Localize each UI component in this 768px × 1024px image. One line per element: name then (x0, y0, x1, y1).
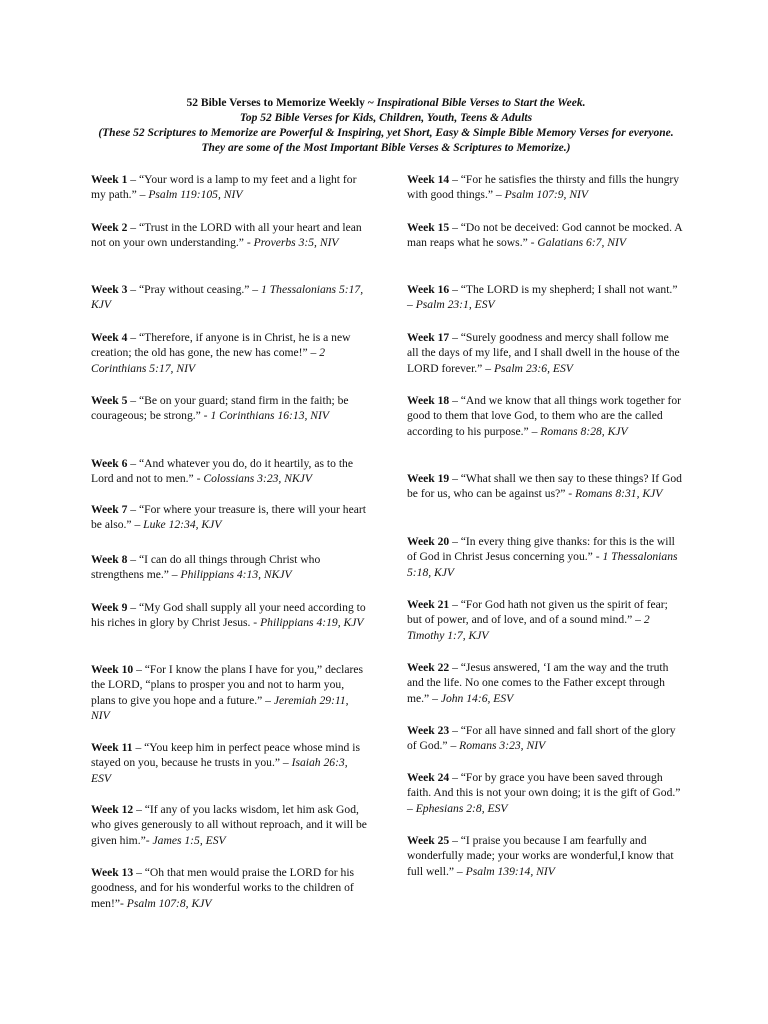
verse-entry (407, 534, 683, 580)
week-label: Week 12 (91, 803, 134, 816)
verse-entry (407, 220, 683, 251)
week-label: Week 7 (91, 503, 128, 516)
verse-entry (91, 220, 367, 251)
separator: – (449, 283, 461, 296)
week-label: Week 9 (91, 601, 128, 614)
verse-text: “My God shall supply all your need according to his riches in glory by Christ Jesus. - (91, 601, 366, 630)
verse-text: “Therefore, if anyone is in Christ, he is a new creation; the old has gone, the new has come!” – (91, 331, 351, 360)
verse-text: “If any of you lacks wisdom, let him ask God, who gives generously to all without reproach, and it will be given him.”- (91, 803, 367, 847)
verse-text: “Do not be deceived: God cannot be mocked. A man reaps what he sows.” - (407, 221, 682, 250)
separator: – (127, 394, 139, 407)
separator: – (449, 661, 461, 674)
verse-entry (91, 330, 367, 376)
verse-text: “I can do all things through Christ who strengthens me.” – (91, 553, 321, 582)
verse-text: “For I know the plans I have for you,” declares the LORD, “plans to prosper you and not to harm you, plans to give you hope and a future.” – (91, 663, 364, 707)
separator: – (127, 283, 139, 296)
week-label: Week 10 (91, 663, 134, 676)
verse-entry (91, 600, 367, 631)
week-label: Week 14 (407, 173, 450, 186)
verse-entry (407, 282, 683, 313)
verse-text: “Oh that men would praise the LORD for his goodness, and for his wonderful works to the children of men!”- (91, 866, 355, 910)
week-label: Week 23 (407, 724, 450, 737)
week-label: Week 15 (407, 221, 450, 234)
header-title-italic: Inspirational Bible Verses to Start the Week. (376, 97, 586, 109)
separator: – (127, 601, 139, 614)
verse-entry (407, 833, 683, 879)
week-label: Week 2 (91, 221, 128, 234)
week-label: Week 16 (407, 283, 450, 296)
separator: – (127, 553, 139, 566)
verse-entry (91, 282, 367, 313)
verse-text: “You keep him in perfect peace whose mind is stayed on you, because he trusts in you.” – (91, 741, 360, 770)
verse-reference: 1 Corinthians 16:13, NIV (210, 409, 329, 423)
verse-text: “I praise you because I am fearfully and wonderfully made; your works are wonderful,I know that full well.” – (407, 834, 674, 878)
verse-entry (407, 770, 683, 816)
verse-text: “Surely goodness and mercy shall follow me all the days of my life, and I shall dwell in the house of the LORD forever.” – (407, 331, 680, 375)
verse-text: “Jesus answered, ‘I am the way and the truth and the life. No one comes to the Father except through me.” – (407, 661, 669, 705)
verse-text: “The LORD is my shepherd; I shall not want.” – (407, 283, 678, 312)
verse-text: “Be on your guard; stand firm in the faith; be courageous; be strong.” - (91, 394, 349, 423)
separator: – (449, 394, 461, 407)
verse-reference: 2 Timothy 1:7, KJV (407, 613, 650, 642)
verse-entry (407, 723, 683, 754)
verse-entry (91, 552, 367, 583)
separator: – (449, 771, 461, 784)
separator: – (449, 173, 461, 186)
verse-reference: Ephesians 2:8, ESV (415, 801, 508, 815)
verse-reference: James 1:5, ESV (152, 833, 226, 847)
week-label: Week 4 (91, 331, 128, 344)
week-label: Week 5 (91, 394, 128, 407)
verse-reference: Colossians 3:23, NKJV (203, 472, 312, 486)
separator: – (127, 221, 139, 234)
week-label: Week 3 (91, 283, 128, 296)
verse-entry (91, 662, 367, 724)
header-description: (These 52 Scriptures to Memorize are Powerful & Inspiring, yet Short, Easy & Simple Bible Memory Verses for everyone. They are some of the Most Important Bible Verses & Scriptures to Memorize.) (98, 127, 674, 154)
verse-entry (91, 740, 367, 786)
separator: – (133, 803, 145, 816)
separator: – (127, 503, 139, 516)
separator: – (133, 663, 145, 676)
week-label: Week 6 (91, 457, 128, 470)
separator: – (449, 724, 461, 737)
week-label: Week 13 (91, 866, 134, 879)
verse-text: “For where your treasure is, there will your heart be also.” – (91, 503, 366, 532)
week-label: Week 25 (407, 834, 450, 847)
document-header (86, 96, 686, 156)
separator: – (449, 221, 461, 234)
week-label: Week 24 (407, 771, 450, 784)
verse-reference: 1 Thessalonians 5:18, KJV (407, 550, 678, 579)
verse-reference: Philippians 4:13, NKJV (180, 568, 292, 582)
separator: – (127, 331, 139, 344)
verse-reference: Isaiah 26:3, ESV (91, 756, 348, 785)
verse-entry (91, 502, 367, 533)
verse-reference: 1 Thessalonians 5:17, KJV (91, 283, 364, 312)
verse-text: “For by grace you have been saved through faith. And this is not your own doing; it is the gift of God.” – (407, 771, 681, 815)
separator: – (449, 472, 461, 485)
verse-entry (91, 802, 367, 848)
verse-text: “Pray without ceasing.” – (138, 283, 262, 296)
verse-text: “For all have sinned and fall short of the glory of God.” – (407, 724, 676, 753)
header-title-plain: 52 Bible Verses to Memorize Weekly ~ (186, 97, 377, 109)
week-label: Week 18 (407, 394, 450, 407)
verse-entry (91, 172, 367, 203)
verse-text: “And we know that all things work together for good to them that love God, to them who are the called according to his purpose.” – (407, 394, 682, 438)
separator: – (132, 741, 145, 754)
separator: – (127, 457, 139, 470)
verse-entry (91, 865, 367, 911)
verse-entry (91, 393, 367, 424)
week-label: Week 11 (91, 741, 133, 754)
verse-entry (407, 172, 683, 203)
verse-text: “Trust in the LORD with all your heart and lean not on your own understanding.” - (91, 221, 362, 250)
separator: – (449, 834, 461, 847)
verse-reference: Psalm 119:105, NIV (148, 188, 243, 202)
separator: – (449, 535, 461, 548)
verse-reference: John 14:6, ESV (440, 691, 514, 705)
week-label: Week 8 (91, 553, 128, 566)
verse-entry (407, 597, 683, 643)
verse-reference: Romans 8:31, KJV (575, 487, 663, 501)
verse-entry (407, 393, 683, 439)
verse-text: “What shall we then say to these things? If God be for us, who can be against us?” - (407, 472, 682, 501)
verse-reference: Jeremiah 29:11, NIV (91, 693, 349, 723)
verse-reference: Psalm 23:1, ESV (415, 298, 495, 312)
week-label: Week 1 (91, 173, 128, 186)
week-label: Week 21 (407, 598, 450, 611)
verse-text: “And whatever you do, do it heartily, as to the Lord and not to men.” - (91, 457, 353, 486)
verse-reference: Proverbs 3:5, NIV (253, 236, 339, 250)
separator: – (449, 331, 461, 344)
separator: – (127, 173, 139, 186)
week-label: Week 20 (407, 535, 450, 548)
verse-text: “For God hath not given us the spirit of fear; but of power, and of love, and of a sound mind.” – (407, 598, 668, 627)
verse-entry (407, 660, 683, 706)
verse-reference: Philippians 4:19, KJV (260, 616, 364, 630)
verse-reference: 2 Corinthians 5:17, NIV (91, 346, 326, 375)
week-label: Week 17 (407, 331, 450, 344)
verse-reference: Romans 3:23, NIV (459, 739, 546, 753)
verse-reference: Psalm 107:9, NIV (504, 188, 588, 202)
separator: – (133, 866, 145, 879)
verse-reference: Galatians 6:7, NIV (537, 236, 626, 250)
week-label: Week 19 (407, 472, 450, 485)
week-label: Week 22 (407, 661, 450, 674)
header-subtitle: Top 52 Bible Verses for Kids, Children, Youth, Teens & Adults (239, 112, 533, 124)
verse-text: “Your word is a lamp to my feet and a light for my path.” – (91, 173, 357, 202)
separator: – (449, 598, 461, 611)
verse-entry (407, 471, 683, 502)
header-title (86, 96, 686, 111)
verse-reference: Psalm 23:6, ESV (493, 361, 573, 375)
verse-text: “For he satisfies the thirsty and fills the hungry with good things.” – (407, 173, 680, 202)
verse-entry (91, 456, 367, 487)
verse-reference: Romans 8:28, KJV (540, 424, 628, 438)
verse-reference: Psalm 139:14, NIV (465, 864, 555, 878)
verse-reference: Luke 12:34, KJV (143, 518, 222, 532)
verse-reference: Psalm 107:8, KJV (126, 896, 212, 910)
verse-text: “In every thing give thanks: for this is the will of God in Christ Jesus concerning you.” - (407, 535, 675, 564)
verse-entry (407, 330, 683, 376)
